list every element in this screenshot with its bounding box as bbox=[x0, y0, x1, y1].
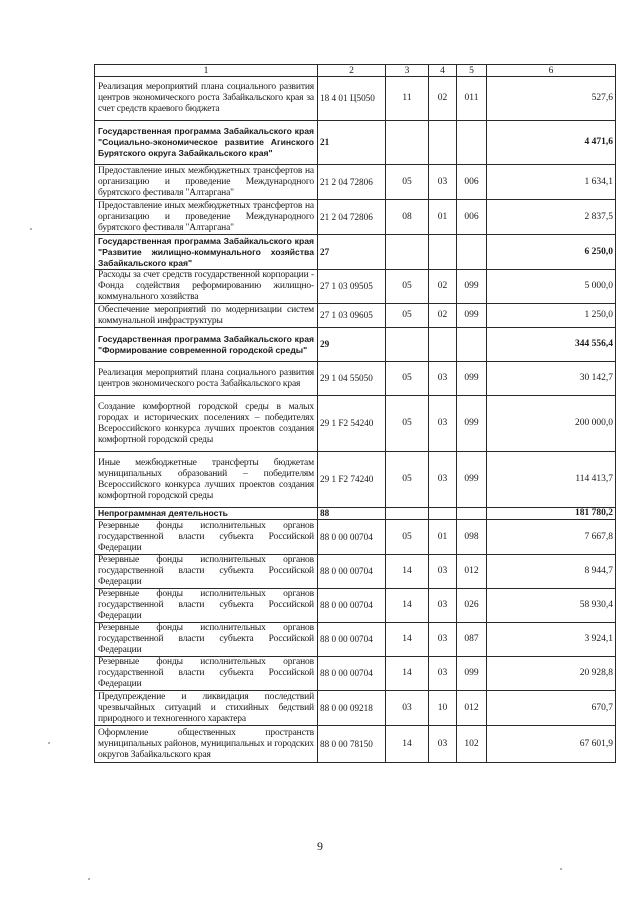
expense-name-cell: Иные межбюджетные трансферты бюджетам муниципальных образований – победителям Всероссийского конкурса лучших проектов создания комфортной городской среды bbox=[95, 452, 318, 508]
scan-speck bbox=[48, 742, 50, 744]
program-row bbox=[95, 508, 616, 520]
expense-type-cell: 087 bbox=[457, 623, 487, 657]
expense-type-cell: 012 bbox=[457, 691, 487, 726]
subsection-cell: 03 bbox=[429, 657, 457, 691]
expense-type-cell: 099 bbox=[457, 452, 487, 508]
amount-cell: 527,6 bbox=[487, 77, 616, 121]
amount-cell: 200 000,0 bbox=[487, 396, 616, 452]
expense-name-cell: Государственная программа Забайкальского края "Социально-экономическое развитие Агинского Бурятского округа Забайкальского края" bbox=[95, 121, 318, 165]
expense-type-cell bbox=[457, 235, 487, 270]
expense-type-cell: 099 bbox=[457, 270, 487, 304]
expense-type-cell: 099 bbox=[457, 304, 487, 328]
amount-cell: 670,7 bbox=[487, 691, 616, 726]
target-article-cell: 88 0 00 00704 bbox=[318, 623, 386, 657]
expense-name-cell: Создание комфортной городской среды в малых городах и исторических поселениях – победителях Всероссийского конкурса лучших проектов создания комфортной городской среды bbox=[95, 396, 318, 452]
table-row bbox=[95, 452, 616, 508]
table-row bbox=[95, 555, 616, 589]
column-header: 6 bbox=[487, 65, 616, 77]
expense-name-cell: Государственная программа Забайкальского края "Формирование современной городской среды" bbox=[95, 328, 318, 362]
section-cell: 08 bbox=[386, 200, 429, 235]
table-row bbox=[95, 589, 616, 623]
subsection-cell: 03 bbox=[429, 452, 457, 508]
section-cell: 05 bbox=[386, 270, 429, 304]
scan-speck bbox=[88, 878, 90, 880]
section-cell: 03 bbox=[386, 691, 429, 726]
expense-name-cell: Оформление общественных пространств муниципальных районов, муниципальных и городских округов Забайкальского края bbox=[95, 726, 318, 763]
amount-cell: 1 634,1 bbox=[487, 165, 616, 200]
target-article-cell: 88 0 00 00704 bbox=[318, 520, 386, 555]
subsection-cell: 03 bbox=[429, 555, 457, 589]
column-header: 1 bbox=[95, 65, 318, 77]
table-row bbox=[95, 304, 616, 328]
section-cell: 05 bbox=[386, 362, 429, 396]
table-row bbox=[95, 362, 616, 396]
subsection-cell: 02 bbox=[429, 304, 457, 328]
table-row bbox=[95, 200, 616, 235]
subsection-cell: 03 bbox=[429, 362, 457, 396]
table-row bbox=[95, 396, 616, 452]
amount-cell: 344 556,4 bbox=[487, 328, 616, 362]
amount-cell: 1 250,0 bbox=[487, 304, 616, 328]
section-cell: 05 bbox=[386, 452, 429, 508]
section-cell: 14 bbox=[386, 726, 429, 763]
subsection-cell: 10 bbox=[429, 691, 457, 726]
target-article-cell: 29 1 F2 74240 bbox=[318, 452, 386, 508]
amount-cell: 8 944,7 bbox=[487, 555, 616, 589]
expense-name-cell: Резервные фонды исполнительных органов государственной власти субъекта Российской Федерации bbox=[95, 555, 318, 589]
target-article-cell: 18 4 01 Ц5050 bbox=[318, 77, 386, 121]
target-article-cell: 88 0 00 09218 bbox=[318, 691, 386, 726]
target-article-cell: 27 1 03 09505 bbox=[318, 270, 386, 304]
section-cell: 05 bbox=[386, 304, 429, 328]
expense-name-cell: Непрограммная деятельность bbox=[95, 508, 318, 520]
table-header-row bbox=[95, 65, 616, 77]
expense-type-cell bbox=[457, 508, 487, 520]
subsection-cell: 02 bbox=[429, 77, 457, 121]
expense-type-cell bbox=[457, 328, 487, 362]
section-cell: 05 bbox=[386, 396, 429, 452]
expense-type-cell: 099 bbox=[457, 396, 487, 452]
amount-cell: 4 471,6 bbox=[487, 121, 616, 165]
table-row bbox=[95, 726, 616, 763]
subsection-cell bbox=[429, 508, 457, 520]
target-article-cell: 88 0 00 00704 bbox=[318, 555, 386, 589]
scan-speck bbox=[30, 228, 32, 230]
target-article-cell: 27 bbox=[318, 235, 386, 270]
page-number: 9 bbox=[317, 839, 323, 853]
subsection-cell: 03 bbox=[429, 726, 457, 763]
expense-name-cell: Резервные фонды исполнительных органов государственной власти субъекта Российской Федерации bbox=[95, 520, 318, 555]
table-row bbox=[95, 623, 616, 657]
amount-cell: 67 601,9 bbox=[487, 726, 616, 763]
column-header: 4 bbox=[429, 65, 457, 77]
amount-cell: 114 413,7 bbox=[487, 452, 616, 508]
section-cell bbox=[386, 328, 429, 362]
target-article-cell: 29 1 F2 54240 bbox=[318, 396, 386, 452]
table-row bbox=[95, 520, 616, 555]
section-cell: 14 bbox=[386, 657, 429, 691]
expense-type-cell: 006 bbox=[457, 165, 487, 200]
expense-name-cell: Предоставление иных межбюджетных трансфертов на организацию и проведение Международного бурятского фестиваля "Алтаргана" bbox=[95, 200, 318, 235]
expense-type-cell: 026 bbox=[457, 589, 487, 623]
target-article-cell: 29 bbox=[318, 328, 386, 362]
expense-type-cell: 006 bbox=[457, 200, 487, 235]
section-cell: 05 bbox=[386, 165, 429, 200]
target-article-cell: 88 0 00 00704 bbox=[318, 657, 386, 691]
section-cell: 11 bbox=[386, 77, 429, 121]
column-header: 5 bbox=[457, 65, 487, 77]
expense-type-cell: 102 bbox=[457, 726, 487, 763]
program-row bbox=[95, 235, 616, 270]
expense-name-cell: Резервные фонды исполнительных органов государственной власти субъекта Российской Федерации bbox=[95, 589, 318, 623]
section-cell: 14 bbox=[386, 589, 429, 623]
expense-type-cell: 099 bbox=[457, 657, 487, 691]
expense-type-cell: 011 bbox=[457, 77, 487, 121]
expense-name-cell: Резервные фонды исполнительных органов государственной власти субъекта Российской Федерации bbox=[95, 657, 318, 691]
scan-speck bbox=[560, 868, 562, 870]
target-article-cell: 27 1 03 09605 bbox=[318, 304, 386, 328]
section-cell bbox=[386, 121, 429, 165]
amount-cell: 30 142,7 bbox=[487, 362, 616, 396]
target-article-cell: 88 0 00 78150 bbox=[318, 726, 386, 763]
amount-cell: 5 000,0 bbox=[487, 270, 616, 304]
subsection-cell: 01 bbox=[429, 200, 457, 235]
column-header: 2 bbox=[318, 65, 386, 77]
amount-cell: 58 930,4 bbox=[487, 589, 616, 623]
target-article-cell: 88 0 00 00704 bbox=[318, 589, 386, 623]
subsection-cell bbox=[429, 235, 457, 270]
subsection-cell bbox=[429, 121, 457, 165]
table-row bbox=[95, 165, 616, 200]
amount-cell: 20 928,8 bbox=[487, 657, 616, 691]
expense-type-cell: 098 bbox=[457, 520, 487, 555]
amount-cell: 2 837,5 bbox=[487, 200, 616, 235]
column-header: 3 bbox=[386, 65, 429, 77]
section-cell: 05 bbox=[386, 520, 429, 555]
target-article-cell: 21 2 04 72806 bbox=[318, 165, 386, 200]
table-row bbox=[95, 77, 616, 121]
expense-name-cell: Предупреждение и ликвидация последствий чрезвычайных ситуаций и стихийных бедствий природного и техногенного характера bbox=[95, 691, 318, 726]
expense-name-cell: Реализация мероприятий плана социального развития центров экономического роста Забайкальского края за счет средств краевого бюджета bbox=[95, 77, 318, 121]
table-row bbox=[95, 691, 616, 726]
expense-name-cell: Резервные фонды исполнительных органов государственной власти субъекта Российской Федерации bbox=[95, 623, 318, 657]
program-row bbox=[95, 121, 616, 165]
amount-cell: 7 667,8 bbox=[487, 520, 616, 555]
section-cell: 14 bbox=[386, 555, 429, 589]
expense-type-cell: 012 bbox=[457, 555, 487, 589]
expense-type-cell bbox=[457, 121, 487, 165]
program-row bbox=[95, 328, 616, 362]
target-article-cell: 29 1 04 55050 bbox=[318, 362, 386, 396]
expense-name-cell: Обеспечение мероприятий по модернизации систем коммунальной инфраструктуры bbox=[95, 304, 318, 328]
subsection-cell: 03 bbox=[429, 396, 457, 452]
section-cell: 14 bbox=[386, 623, 429, 657]
subsection-cell: 01 bbox=[429, 520, 457, 555]
target-article-cell: 21 2 04 72806 bbox=[318, 200, 386, 235]
amount-cell: 6 250,0 bbox=[487, 235, 616, 270]
budget-table bbox=[94, 64, 616, 763]
target-article-cell: 21 bbox=[318, 121, 386, 165]
amount-cell: 181 780,2 bbox=[487, 508, 616, 520]
expense-name-cell: Предоставление иных межбюджетных трансфертов на организацию и проведение Международного бурятского фестиваля "Алтаргана" bbox=[95, 165, 318, 200]
expense-name-cell: Расходы за счет средств государственной корпорации - Фонда содействия реформированию жилищно-коммунального хозяйства bbox=[95, 270, 318, 304]
section-cell bbox=[386, 508, 429, 520]
subsection-cell: 02 bbox=[429, 270, 457, 304]
amount-cell: 3 924,1 bbox=[487, 623, 616, 657]
table-row bbox=[95, 270, 616, 304]
subsection-cell: 03 bbox=[429, 165, 457, 200]
section-cell bbox=[386, 235, 429, 270]
subsection-cell: 03 bbox=[429, 589, 457, 623]
expense-name-cell: Реализация мероприятий плана социального развития центров экономического роста Забайкальского края bbox=[95, 362, 318, 396]
expense-name-cell: Государственная программа Забайкальского края "Развитие жилищно-коммунального хозяйства Забайкальского края" bbox=[95, 235, 318, 270]
table-row bbox=[95, 657, 616, 691]
subsection-cell: 03 bbox=[429, 623, 457, 657]
budget-table-page bbox=[94, 64, 615, 763]
subsection-cell bbox=[429, 328, 457, 362]
expense-type-cell: 099 bbox=[457, 362, 487, 396]
target-article-cell: 88 bbox=[318, 508, 386, 520]
